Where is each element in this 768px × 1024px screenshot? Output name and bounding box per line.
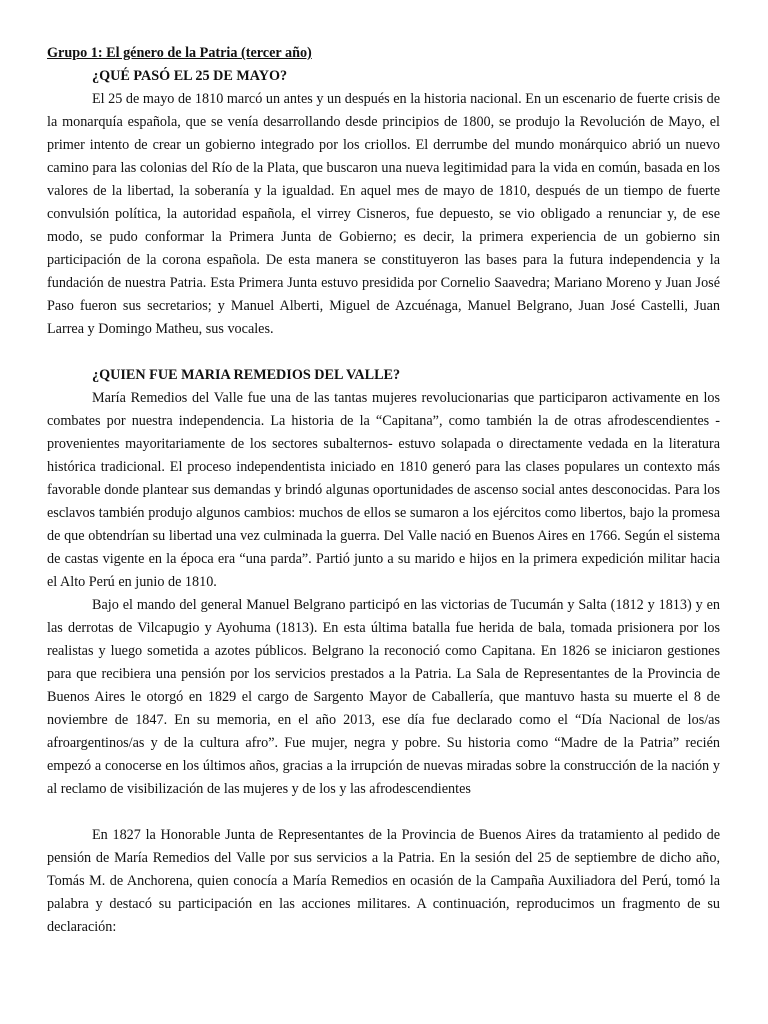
section2-paragraph-1: María Remedios del Valle fue una de las tantas mujeres revolucionarias que participaron activamente en los combates por nuestra independencia. La historia de la “Capitana”, como también la de otras afrodescendientes -provenientes mayoritariamente de los sectores subalternos- estuvo solapada o directamente vedada en la literatura histórica tradicional. El proceso independentista iniciado en 1810 generó para las clases populares un contexto más favorable donde plantear sus demandas y brindó algunas oportunidades de ascenso social antes desconocidas. Para los esclavos también produjo algunos cambios: muchos de ellos se sumaron a los ejércitos como libertos, bajo la promesa de que obtendrían su libertad una vez culminada la guerra. Del Valle nació en Buenos Aires en 1766. Según el sistema de castas vigente en la época era “una parda”. Partió junto a su marido e hijos en la primera expedición militar hacia el Alto Perú en junio de 1810.	[47, 390, 720, 590]
spacer	[47, 801, 720, 824]
section1-paragraph: El 25 de mayo de 1810 marcó un antes y un después en la historia nacional. En un escenario de fuerte crisis de la monarquía española, que se venía desarrollando desde principios de 1800, se produjo la Revolución de Mayo, el primer intento de crear un gobierno integrado por los criollos. El derrumbe del mundo monárquico abrió un nuevo camino para las colonias del Río de la Plata, que buscaron una nueva legitimidad para la vida en común, basada en los valores de la libertad, la soberanía y la igualdad. En aquel mes de mayo de 1810, después de un tiempo de fuerte convulsión política, la autoridad española, el virrey Cisneros, fue depuesto, se vio obligado a renunciar y, de ese modo, se pudo conformar la Primera Junta de Gobierno; es decir, la primera experiencia de un gobierno sin participación de la corona española. De esta manera se constituyeron las bases para la futura independencia y la fundación de nuestra Patria. Esta Primera Junta estuvo presidida por Cornelio Saavedra; Mariano Moreno y Juan José Paso fueron sus secretarios; y Manuel Alberti, Miguel de Azcuénaga, Manuel Belgrano, Juan José Castelli, Juan Larrea y Domingo Matheu, sus vocales.	[47, 91, 720, 337]
document-title: Grupo 1: El género de la Patria (tercer año)	[47, 45, 312, 61]
spacer	[47, 341, 720, 364]
section2-paragraph-3: En 1827 la Honorable Junta de Representantes de la Provincia de Buenos Aires da tratamiento al pedido de pensión de María Remedios del Valle por sus servicios a la Patria. En la sesión del 25 de septiembre de dicho año, Tomás M. de Anchorena, quien conocía a María Remedios en ocasión de la Campaña Auxiliadora del Perú, tomó la palabra y destacó su participación en las acciones militares. A continuación, reproducimos un fragmento de su declaración:	[47, 827, 720, 935]
section2-heading: ¿QUIEN FUE MARIA REMEDIOS DEL VALLE?	[92, 367, 401, 383]
section2-paragraph-2: Bajo el mando del general Manuel Belgrano participó en las victorias de Tucumán y Salta (1812 y 1813) y en las derrotas de Vilcapugio y Ayohuma (1813). En esta última batalla fue herida de bala, tomada prisionera por los realistas y luego sometida a azotes públicos. Belgrano la reconoció como Capitana. En 1826 se iniciaron gestiones para que recibiera una pensión por los servicios prestados a la Patria. La Sala de Representantes de la Provincia de Buenos Aires le otorgó en 1829 el cargo de Sargento Mayor de Caballería, que mantuvo hasta su muerte el 8 de noviembre de 1847. En su memoria, en el año 2013, ese día fue declarado como el “Día Nacional de los/as afroargentinos/as y de la cultura afro”. Fue mujer, negra y pobre. Su historia como “Madre de la Patria” recién empezó a conocerse en los últimos años, gracias a la irrupción de nuevas miradas sobre la construcción de la nación y al reclamo de visibilización de las mujeres y de los y las afrodescendientes	[47, 597, 720, 797]
section1-heading: ¿QUÉ PASÓ EL 25 DE MAYO?	[92, 68, 288, 84]
